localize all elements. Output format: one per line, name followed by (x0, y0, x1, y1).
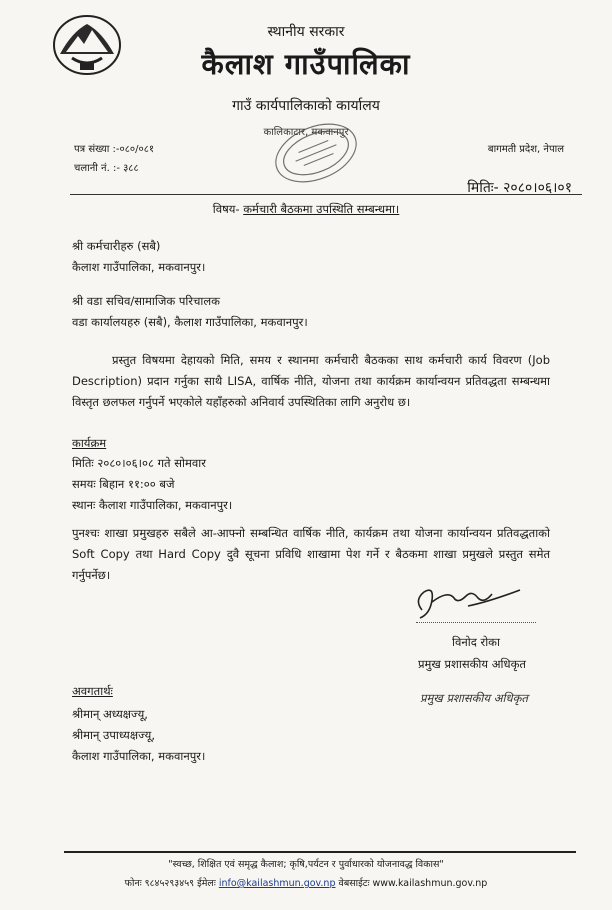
footer-divider (64, 851, 576, 853)
recipient-2-line1: श्री वडा सचिव/सामाजिक परिचालक (72, 294, 221, 308)
cc-line-2: श्रीमान् उपाध्यक्षज्यू, (72, 728, 155, 742)
postscript: पुनश्चः शाखा प्रमुखहरु सबैले आ-आफ्नो सम्बन्धित वार्षिक नीति, कार्यक्रम तथा योजना कार्यान्वयन प्रतिवद्धताको Soft Copy तथा Hard Copy दुवै सूचना प्रविधि शाखामा पेश गर्ने र बैठकमा शाखा प्रमुखले प्रस्तुत समेत गर्नुपर्नेछ। (72, 526, 550, 582)
letter-number: पत्र संख्या :-०८०/०८१ (74, 144, 155, 155)
recipient-1-line1: श्री कर्मचारीहरु (सबै) (72, 239, 161, 253)
subject-prefix: विषय- (212, 202, 240, 216)
program-time: समयः बिहान ११:०० बजे (72, 477, 175, 491)
footer-email[interactable]: info@kailashmun.gov.np (218, 878, 336, 889)
body-paragraph: प्रस्तुत विषयमा देहायको मिति, समय र स्थानमा कर्मचारी बैठकका साथ कर्मचारी कार्य विवरण (Job Description) प्रदान गर्नुका साथै LISA, वार्षिक नीति, योजना तथा कार्यक्रम कार्यान्वयन प्रतिवद्धता सम्बन्धमा विस्तृत छलफल गर्नुपर्ने भएकोले यहाँहरुको अनिवार्य उपस्थितिका लागि अनुरोध छ। (72, 353, 550, 409)
header-divider (70, 194, 582, 195)
office-address: कालिकाटार, मकवानपुर (263, 127, 349, 138)
cc-line-1: श्रीमान् अध्यक्षज्यू, (72, 707, 148, 721)
subject-line (0, 202, 612, 217)
subject-text: कर्मचारी बैठकमा उपस्थिति सम्बन्धमा। (243, 202, 400, 216)
cc-line-3: कैलाश गाउँपालिका, मकवानपुर। (72, 749, 206, 763)
office-name: गाउँ कार्यपालिकाको कार्यालय (232, 98, 380, 114)
footer-website[interactable]: वेबसाईटः www.kailashmun.gov.np (338, 878, 488, 889)
signatory-title: प्रमुख प्रशासकीय अधिकृत (418, 657, 526, 671)
signature-line (416, 622, 536, 623)
province-label: बागमती प्रदेश, नेपाल (487, 144, 564, 155)
program-heading: कार्यक्रम (72, 436, 107, 450)
footer-contact (0, 876, 612, 889)
office-stamp-icon (270, 118, 362, 188)
program-venue: स्थानः कैलाश गाउँपालिका, मकवानपुर। (72, 498, 233, 512)
program-date: मितिः २०८०।०६।०८ गते सोमवार (72, 456, 206, 470)
cc-heading: अवगतार्थः (72, 684, 113, 698)
recipient-1-line2: कैलाश गाउँपालिका, मकवानपुर। (72, 260, 206, 274)
signature-icon (408, 580, 526, 622)
dispatch-number: चलानी नं. :- ३८८ (74, 163, 139, 174)
footer-phone: फोनः ९८४५२९३४५९ ईमेलः (124, 878, 216, 889)
recipient-2-line2: वडा कार्यालयहरु (सबै), कैलाश गाउँपालिका, मकवानपुर। (72, 315, 308, 329)
letter-date: मितिः- २०८०।०६।०१ (467, 180, 572, 196)
municipality-name: कैलाश गाउँपालिका (201, 47, 411, 81)
gov-label: स्थानीय सरकार (267, 24, 345, 40)
signatory-stamp: प्रमुख प्रशासकीय अधिकृत (420, 691, 528, 705)
footer-slogan: "स्वच्छ, शिक्षित एवं समृद्ध कैलाश; कृषि,पर्यटन र पुर्वाधारको योजनावद्ध विकास" (168, 859, 444, 870)
signatory-name: विनोद रोका (452, 635, 500, 649)
